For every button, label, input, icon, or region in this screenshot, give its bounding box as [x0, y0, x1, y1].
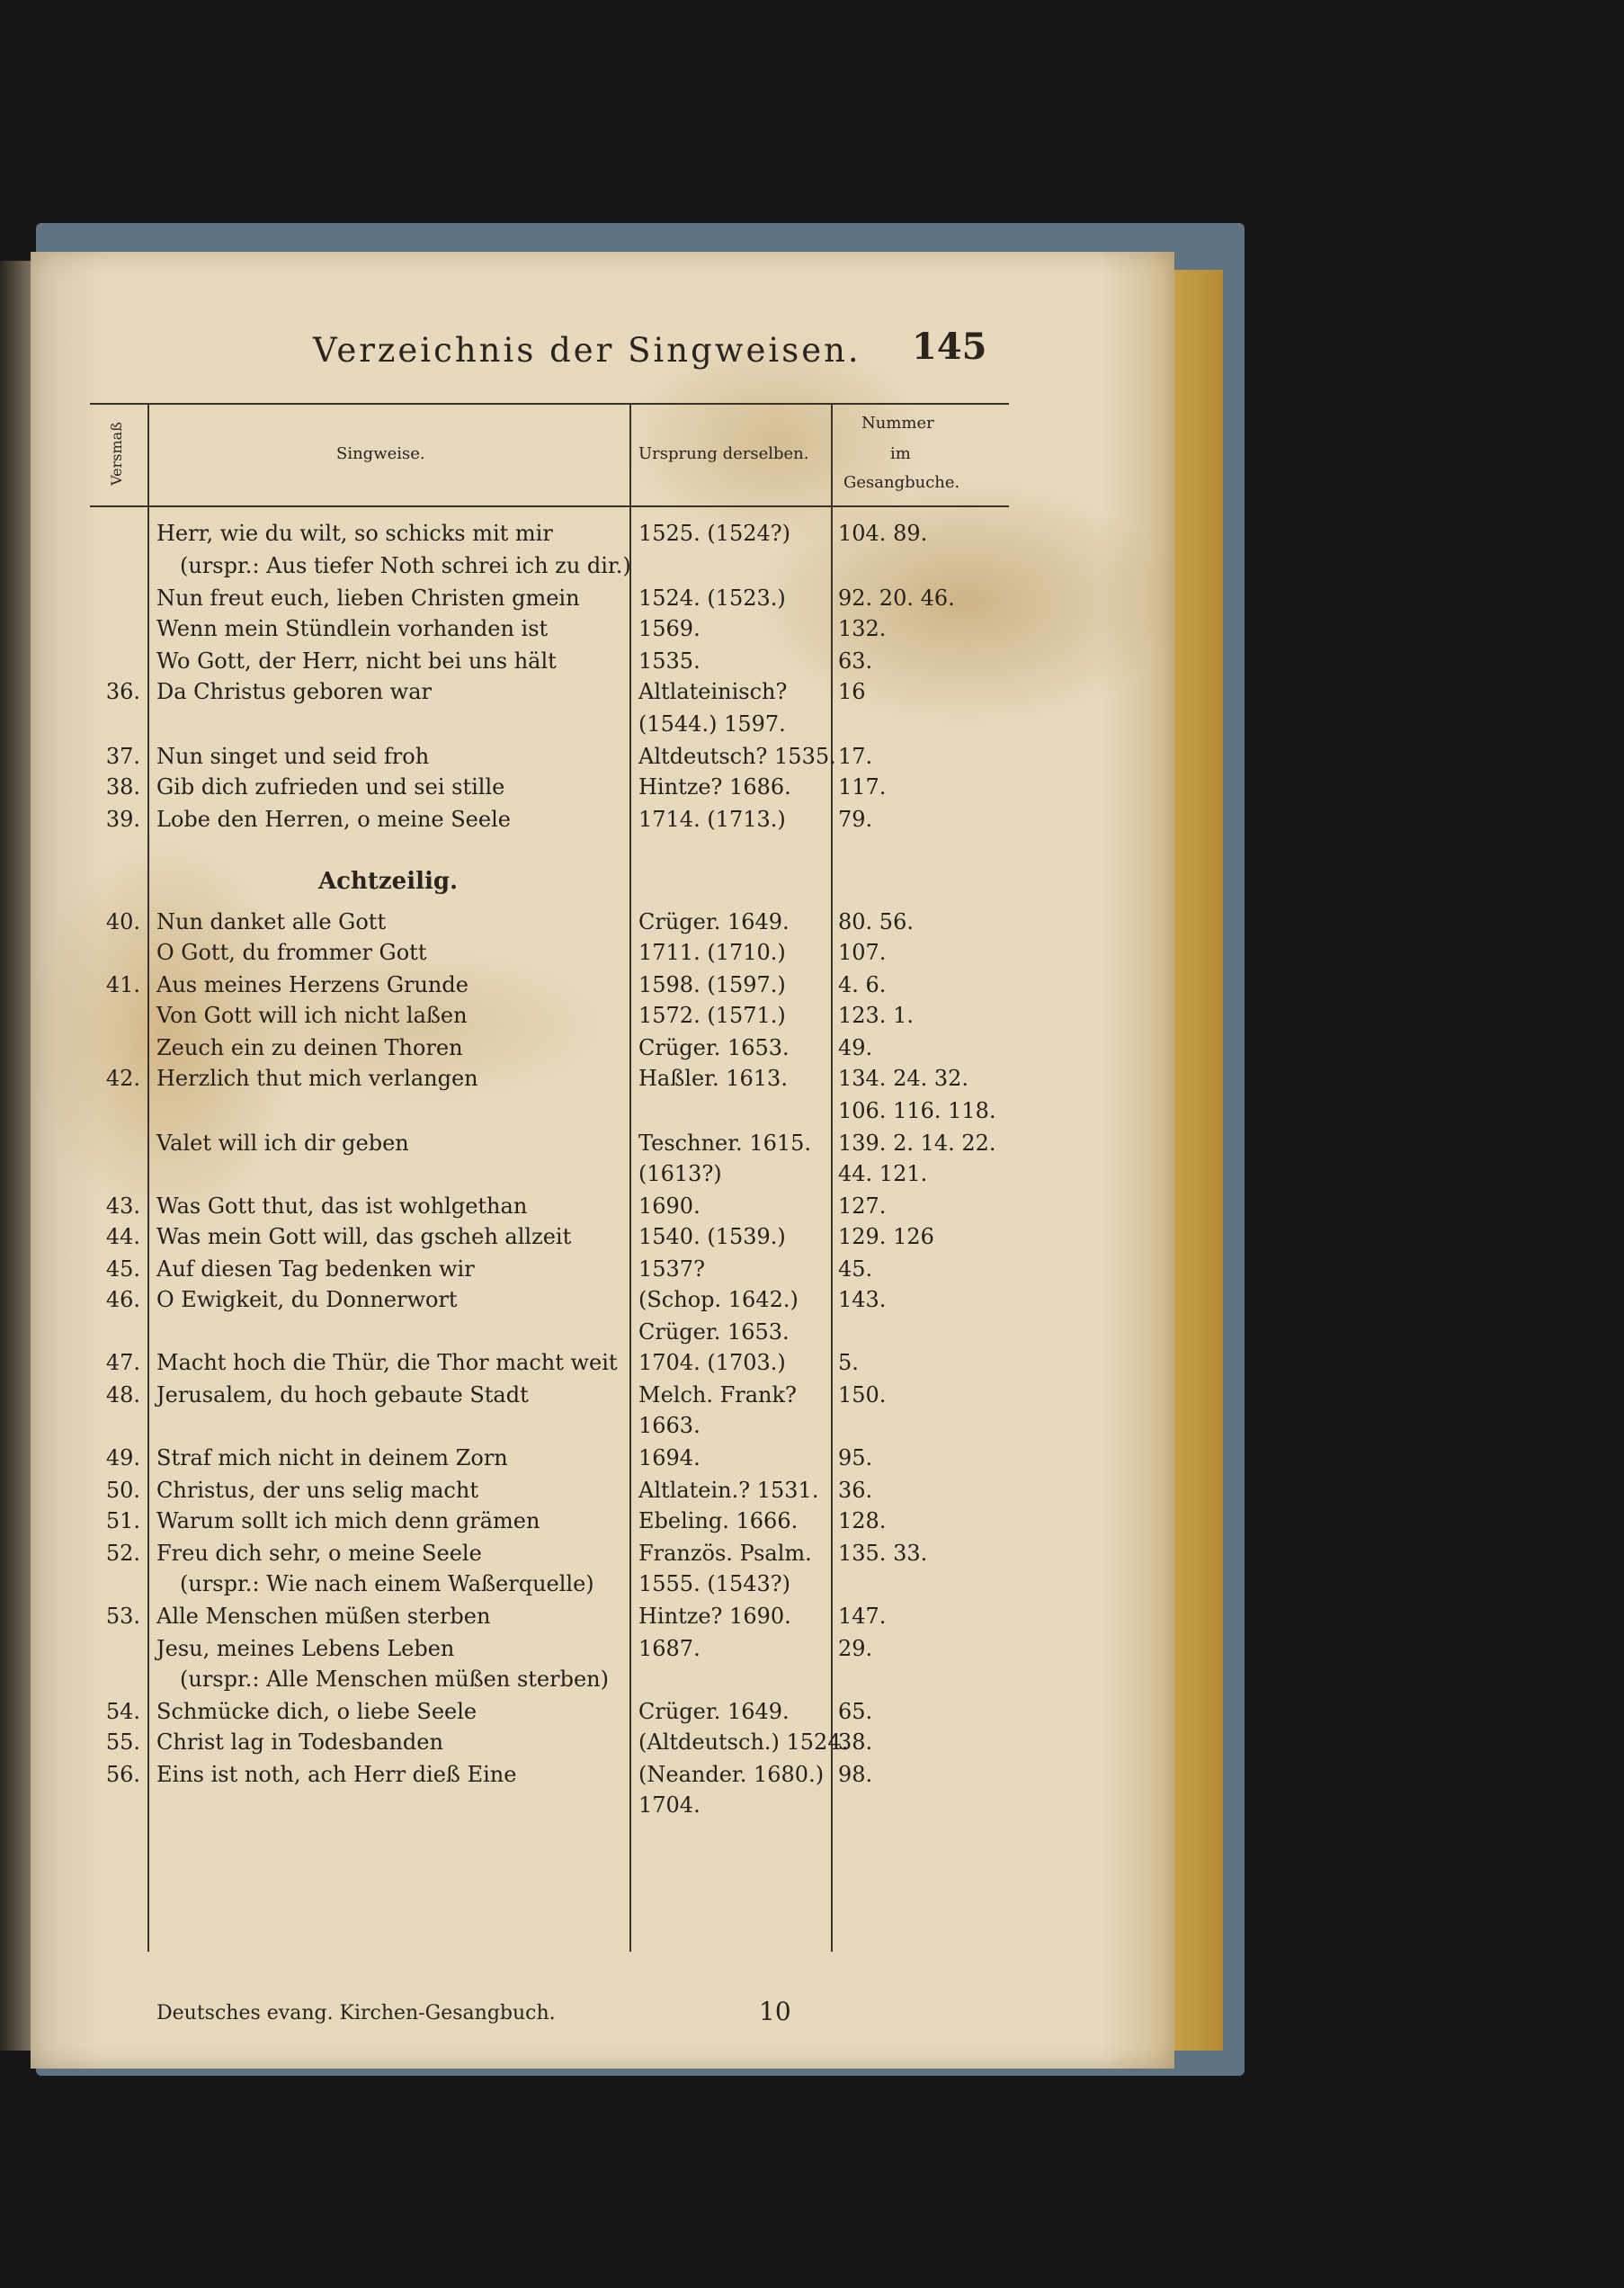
tune-origin: 1524. (1523.)	[638, 585, 786, 611]
book-page	[31, 252, 1174, 2069]
row-number: 48.	[105, 1382, 140, 1408]
table-header-rule	[90, 505, 1009, 507]
hymn-tune: Christ lag in Todesbanden	[156, 1729, 443, 1755]
tune-origin: Crüger. 1653.	[638, 1319, 790, 1345]
tune-origin: Französ. Psalm.	[638, 1541, 812, 1566]
row-number: 46.	[105, 1287, 140, 1312]
tune-origin: 1687.	[638, 1636, 700, 1661]
hymnal-number: 4. 6.	[838, 972, 887, 997]
hymn-tune: Alle Menschen müßen sterben	[156, 1604, 491, 1629]
hymnal-number: 98.	[838, 1762, 873, 1787]
tune-origin: 1704. (1703.)	[638, 1350, 786, 1375]
row-number: 37.	[105, 744, 140, 769]
row-number: 52.	[105, 1541, 140, 1566]
hymn-tune: Christus, der uns selig macht	[156, 1478, 478, 1503]
hymn-tune: Zeuch ein zu deinen Thoren	[156, 1035, 463, 1060]
hymn-tune: Da Christus geboren war	[156, 679, 432, 704]
tune-origin: 1704.	[638, 1792, 700, 1818]
tune-origin: 1711. (1710.)	[638, 940, 786, 965]
hymnal-number: 65.	[838, 1699, 873, 1724]
hymnal-number: 95.	[838, 1445, 873, 1470]
tune-origin: Crüger. 1649.	[638, 1699, 790, 1724]
tune-origin: Haßler. 1613.	[638, 1066, 788, 1091]
row-number: 54.	[105, 1699, 140, 1724]
hymnal-number: 117.	[838, 774, 887, 800]
hymn-tune: Was Gott thut, das ist wohlgethan	[156, 1193, 528, 1219]
header-singweise: Singweise.	[336, 444, 425, 463]
tune-origin: Hintze? 1686.	[638, 774, 791, 800]
hymnal-number: 79.	[838, 807, 873, 832]
row-number: 44.	[105, 1224, 140, 1249]
hymnal-number: 128.	[838, 1508, 887, 1533]
hymnal-number: 132.	[838, 616, 887, 641]
hymnal-number: 135. 33.	[838, 1541, 928, 1566]
header-nummer-2: im	[890, 444, 911, 463]
hymn-tune: Macht hoch die Thür, die Thor macht weit	[156, 1350, 618, 1375]
hymn-tune: Nun singet und seid froh	[156, 744, 430, 769]
tune-origin: (Altdeutsch.) 1524.	[638, 1729, 849, 1755]
row-number: 50.	[105, 1478, 140, 1503]
tune-origin: 1555. (1543?)	[638, 1571, 791, 1596]
hymnal-number: 123. 1.	[838, 1003, 914, 1028]
row-number: 36.	[105, 679, 140, 704]
hymn-tune: Freu dich sehr, o meine Seele	[156, 1541, 482, 1566]
hymnal-number: 36.	[838, 1478, 873, 1503]
hymn-tune: Was mein Gott will, das gscheh allzeit	[156, 1224, 572, 1249]
tune-origin: 1569.	[638, 616, 700, 641]
hymnal-number: 45.	[838, 1256, 873, 1282]
hymnal-number: 143.	[838, 1287, 887, 1312]
hymnal-number: 16	[838, 679, 866, 704]
row-number: 41.	[105, 972, 140, 997]
hymn-tune: Eins ist noth, ach Herr dieß Eine	[156, 1762, 517, 1787]
tune-origin: Melch. Frank?	[638, 1382, 797, 1408]
tune-origin: 1714. (1713.)	[638, 807, 786, 832]
hymnal-number: 49.	[838, 1035, 873, 1060]
hymn-tune: Nun danket alle Gott	[156, 909, 387, 934]
row-number: 45.	[105, 1256, 140, 1282]
hymn-tune: Valet will ich dir geben	[156, 1131, 409, 1156]
row-number: 56.	[105, 1762, 140, 1787]
tune-origin: Hintze? 1690.	[638, 1604, 791, 1629]
row-number: 53.	[105, 1604, 140, 1629]
hymnal-number: 29.	[838, 1636, 873, 1661]
hymn-tune: (urspr.: Alle Menschen müßen sterben)	[180, 1667, 609, 1692]
row-number: 40.	[105, 909, 140, 934]
hymn-tune: Von Gott will ich nicht laßen	[156, 1003, 468, 1028]
hymnal-number: 106. 116. 118.	[838, 1098, 996, 1123]
tune-origin: 1694.	[638, 1445, 700, 1470]
header-nummer-1: Nummer	[861, 414, 934, 433]
hymn-tune: (urspr.: Wie nach einem Waßerquelle)	[180, 1571, 594, 1596]
hymnal-number: 92. 20. 46.	[838, 585, 955, 611]
hymnal-number: 134. 24. 32.	[838, 1066, 969, 1091]
section-heading: Achtzeilig.	[318, 868, 459, 895]
hymn-tune: Gib dich zufrieden und sei stille	[156, 774, 505, 800]
table-top-rule	[90, 403, 1009, 405]
hymn-tune: Lobe den Herren, o meine Seele	[156, 807, 511, 832]
page-block-edge	[1169, 270, 1223, 2051]
hymn-tune: Aus meines Herzens Grunde	[156, 972, 468, 997]
header-versmass: Versmaß	[107, 422, 125, 486]
footer-left: Deutsches evang. Kirchen-Gesangbuch.	[156, 2002, 556, 2024]
tune-origin: Crüger. 1653.	[638, 1035, 790, 1060]
tune-origin: (1613?)	[638, 1161, 722, 1186]
hymnal-number: 127.	[838, 1193, 887, 1219]
hymn-tune: Schmücke dich, o liebe Seele	[156, 1699, 477, 1724]
row-number: 47.	[105, 1350, 140, 1375]
row-number: 49.	[105, 1445, 140, 1470]
tune-origin: 1690.	[638, 1193, 700, 1219]
header-ursprung: Ursprung derselben.	[638, 444, 809, 463]
hymn-tune: Wo Gott, der Herr, nicht bei uns hält	[156, 648, 557, 674]
row-number: 39.	[105, 807, 140, 832]
hymn-tune: Herzlich thut mich verlangen	[156, 1066, 478, 1091]
tune-origin: 1535.	[638, 648, 700, 674]
hymnal-number: 139. 2. 14. 22.	[838, 1131, 996, 1156]
tune-origin: Altdeutsch? 1535.	[638, 744, 836, 769]
hymn-tune: Auf diesen Tag bedenken wir	[156, 1256, 475, 1282]
hymnal-number: 5.	[838, 1350, 859, 1375]
tune-origin: (Neander. 1680.)	[638, 1762, 825, 1787]
hymnal-number: 129. 126	[838, 1224, 934, 1249]
running-title: Verzeichnis der Singweisen.	[313, 331, 861, 370]
tune-origin: 1663.	[638, 1413, 700, 1438]
tune-origin: Crüger. 1649.	[638, 909, 790, 934]
hymn-tune: Jesu, meines Lebens Leben	[156, 1636, 455, 1661]
hymnal-number: 107.	[838, 940, 887, 965]
footer-signature: 10	[759, 1997, 791, 2026]
hymnal-number: 104. 89.	[838, 521, 928, 546]
tune-origin: 1525. (1524?)	[638, 521, 791, 546]
tune-origin: (1544.) 1597.	[638, 711, 786, 737]
hymnal-number: 38.	[838, 1729, 873, 1755]
hymnal-number: 44. 121.	[838, 1161, 928, 1186]
hymnal-number: 150.	[838, 1382, 887, 1408]
row-number: 43.	[105, 1193, 140, 1219]
hymn-tune: Nun freut euch, lieben Christen gmein	[156, 585, 580, 611]
row-number: 51.	[105, 1508, 140, 1533]
page-number: 145	[912, 326, 987, 368]
tune-origin: Teschner. 1615.	[638, 1131, 812, 1156]
tune-origin: 1598. (1597.)	[638, 972, 786, 997]
tune-origin: 1537?	[638, 1256, 705, 1282]
hymn-tune: Straf mich nicht in deinem Zorn	[156, 1445, 508, 1470]
row-number: 38.	[105, 774, 140, 800]
row-number: 55.	[105, 1729, 140, 1755]
tune-origin: 1572. (1571.)	[638, 1003, 786, 1028]
tune-origin: Altlatein.? 1531.	[638, 1478, 819, 1503]
hymn-tune: (urspr.: Aus tiefer Noth schrei ich zu dir.)	[180, 553, 631, 578]
tune-origin: (Schop. 1642.)	[638, 1287, 799, 1312]
hymnal-number: 63.	[838, 648, 873, 674]
hymn-tune: Jerusalem, du hoch gebaute Stadt	[156, 1382, 529, 1408]
column-rule-3	[831, 403, 833, 1952]
row-number: 42.	[105, 1066, 140, 1091]
tune-origin: 1540. (1539.)	[638, 1224, 786, 1249]
hymn-tune: O Ewigkeit, du Donnerwort	[156, 1287, 458, 1312]
column-rule-2	[629, 403, 631, 1952]
hymn-tune: Wenn mein Stündlein vorhanden ist	[156, 616, 549, 641]
hymnal-number: 17.	[838, 744, 873, 769]
hymnal-number: 80. 56.	[838, 909, 914, 934]
hymnal-number: 147.	[838, 1604, 887, 1629]
column-rule-1	[147, 403, 149, 1952]
hymn-tune: O Gott, du frommer Gott	[156, 940, 427, 965]
header-nummer-3: Gesangbuche.	[843, 473, 960, 492]
tune-origin: Ebeling. 1666.	[638, 1508, 799, 1533]
hymn-tune: Warum sollt ich mich denn grämen	[156, 1508, 540, 1533]
hymn-tune: Herr, wie du wilt, so schicks mit mir	[156, 521, 553, 546]
tune-origin: Altlateinisch?	[638, 679, 788, 704]
